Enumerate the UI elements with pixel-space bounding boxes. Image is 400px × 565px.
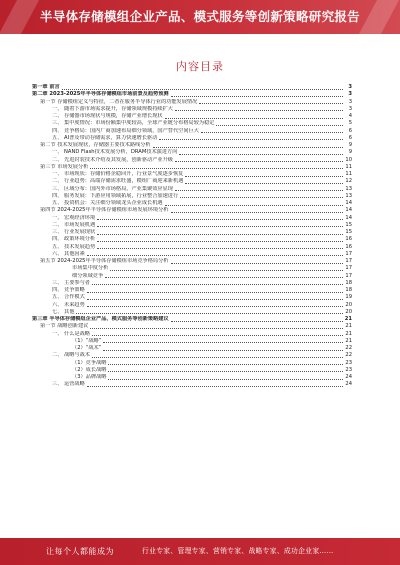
footer-tagline: 行业专家、管理专家、营销专家、战略专家、成功企业家……	[142, 547, 334, 555]
toc-entry-page: 3	[348, 91, 352, 98]
toc-heading: 内容目录	[176, 60, 224, 73]
toc-entry-label: 第二节 技术发展现状，存储器主要技术路线分析	[40, 142, 151, 148]
toc-entry[interactable]	[32, 157, 352, 164]
toc-entry[interactable]	[32, 323, 352, 330]
toc-entry[interactable]	[32, 207, 352, 214]
toc-leader-dots	[165, 118, 343, 119]
toc-entry-page: 21	[345, 337, 352, 344]
toc-entry-label: 二、 先进封装技术介绍及其发展，创新驱动产业升级	[52, 156, 173, 163]
toc-entry-page: 3	[348, 84, 352, 90]
toc-entry-page: 12	[345, 178, 352, 185]
toc-entry-label: 五、 AI普及带动存储需求，算力快速增长驱动	[52, 134, 158, 141]
toc-entry-page: 14	[345, 214, 352, 221]
toc-entry-page: 11	[345, 171, 352, 177]
toc-leader-dots	[110, 270, 343, 271]
toc-leader-dots	[97, 241, 343, 242]
toc-entry-page: 24	[345, 374, 352, 380]
toc-entry-label: 一、 什么是战略	[52, 330, 90, 337]
toc-entry-label: 市场集中度分析	[72, 265, 109, 272]
toc-entry[interactable]	[32, 345, 352, 352]
toc-entry-label: （3）品牌战略	[72, 374, 107, 380]
toc-entry-label: 五、 投资机会：关注细分领域龙头企业成长机遇	[52, 200, 163, 206]
toc-entry-label: 二、 行业趋势：高端存储需求旺盛，模组厂商迎来新机遇	[52, 178, 184, 185]
toc-entry-label: 第三节 市场发展分析	[40, 163, 89, 170]
report-title: 半导体存储模组企业产品、模式服务等创新策略研究报告	[39, 9, 360, 24]
toc-entry-label: 三、 运营战略	[52, 381, 85, 388]
toc-leader-dots	[97, 248, 343, 249]
toc-leader-dots	[76, 313, 343, 314]
toc-leader-dots	[201, 132, 343, 133]
toc-entry-label: 三、 集中度情况：市场份额集中度较高，全球产业链分布格局较为稳定	[52, 120, 215, 127]
toc-entry-label: 五、 技术发展趋势	[52, 243, 96, 250]
toc-entry[interactable]	[32, 142, 352, 149]
toc-entry-label: 六、 未来趋势	[52, 301, 85, 308]
toc-leader-dots	[87, 306, 343, 307]
toc-entry-page: 5	[348, 120, 352, 127]
toc-entry-label: 七、 其他	[52, 308, 75, 315]
toc-entry-page: 16	[345, 236, 352, 243]
toc-leader-dots	[87, 255, 343, 256]
toc-entry[interactable]	[32, 106, 352, 113]
toc-leader-dots	[171, 263, 344, 264]
toc-entry-page: 14	[345, 207, 352, 214]
toc-entry-label: 第五节 2024-2025年半导体存储模组市场竞争格局分析	[40, 258, 169, 264]
toc-entry-page: 6	[348, 127, 352, 134]
toc-entry-label: 二、 存储器市场现状与规模，存储产业增长现状	[52, 113, 163, 119]
toc-entry-page: 3	[348, 98, 352, 105]
toc-entry-label: 二、 战略与战术	[52, 352, 90, 359]
toc-entry-page: 24	[345, 381, 352, 388]
toc-entry-page: 14	[345, 200, 352, 206]
toc-entry-label: 三、 区域分布：国内外市场格局，产业集聚效应显现	[52, 185, 173, 192]
toc-entry[interactable]	[32, 164, 352, 171]
toc-leader-dots	[153, 147, 343, 148]
toc-entry[interactable]	[32, 280, 352, 287]
toc-entry[interactable]	[32, 113, 352, 120]
toc-leader-dots	[87, 299, 343, 300]
toc-leader-dots	[92, 335, 343, 336]
toc-entry-label: 一、 市场现状：存储价格企稳回升，行业景气度逐步恢复	[52, 171, 184, 177]
toc-entry[interactable]	[32, 171, 352, 178]
toc-entry-label: 四、 竞争策略	[52, 287, 85, 293]
toc-entry[interactable]	[32, 360, 352, 367]
toc-entry-label: 三、 行业发展现状	[52, 229, 96, 235]
toc-entry-page: 17	[345, 265, 352, 272]
toc-entry-label: 四、 竞争格局：国内厂商加速布局细分领域，国产替代空间巨大	[52, 127, 199, 134]
toc-leader-dots	[103, 342, 343, 343]
toc-entry-page: 11	[345, 163, 352, 170]
toc-leader-dots	[185, 183, 343, 184]
toc-entry-page: 17	[345, 258, 352, 264]
toc-entry[interactable]	[32, 215, 352, 222]
toc-leader-dots	[165, 205, 343, 206]
toc-entry[interactable]	[32, 352, 352, 359]
toc-entry-label: （1）“战略”	[72, 337, 102, 344]
toc-entry[interactable]	[32, 135, 352, 142]
toc-leader-dots	[92, 357, 343, 358]
toc-entry-label: （1）竞争战略	[72, 359, 107, 366]
toc-entry[interactable]	[32, 374, 352, 381]
toc-entry[interactable]	[32, 287, 352, 294]
toc-entry-page: 16	[345, 243, 352, 250]
toc-entry-page: 23	[345, 359, 352, 366]
toc-entry-page: 10	[345, 156, 352, 163]
page-footer	[0, 538, 400, 565]
toc-leader-dots	[108, 371, 343, 372]
toc-entry-label: 一、 随着下游市场需求提升，存储领域规模持续扩大	[52, 105, 173, 112]
toc-entry-page: 19	[345, 294, 352, 301]
toc-entry[interactable]	[32, 316, 352, 323]
toc-entry-page: 21	[344, 316, 352, 322]
toc-leader-dots	[87, 386, 343, 387]
toc-entry[interactable]	[32, 381, 352, 388]
toc-entry-label: 第二章 2023-2025年半导体存储模组市场前景及趋势预测	[32, 91, 169, 98]
toc-entry-page: 22	[345, 345, 352, 351]
toc-entry-page: 13	[345, 185, 352, 192]
toc-leader-dots	[216, 125, 343, 126]
toc-entry[interactable]	[32, 265, 352, 272]
toc-entry-page: 20	[345, 308, 352, 315]
toc-entry-label: 第一节 存储模组定义与特征，二者在服务半导体行业的功能发展情况	[40, 98, 198, 105]
toc-entry[interactable]	[32, 273, 352, 280]
toc-entry[interactable]	[32, 302, 352, 309]
toc-entry-page: 21	[345, 330, 352, 337]
toc-entry-label: 五、 合作模式	[52, 294, 85, 301]
toc-entry[interactable]	[32, 331, 352, 338]
toc-entry[interactable]	[32, 120, 352, 127]
toc-entry-label: 六、 其他因素	[52, 250, 85, 257]
toc-entry[interactable]	[32, 229, 352, 236]
toc-entry[interactable]	[32, 186, 352, 193]
toc-entry-label: 第一节 战略创新建议	[40, 323, 89, 330]
toc-entry-page: 3	[348, 105, 352, 112]
toc-entry[interactable]	[32, 251, 352, 258]
toc-entry[interactable]	[32, 236, 352, 243]
toc-entry-page: 9	[348, 142, 352, 148]
toc-leader-dots	[171, 212, 344, 213]
toc-entry-label: 三、 主要参与者	[52, 279, 90, 286]
toc-leader-dots	[92, 284, 343, 285]
toc-entry-page: 15	[345, 229, 352, 235]
page-header	[0, 0, 400, 34]
toc-entry-label: 四、 服务发展：下游应用领域拓展，行业整合加速进行	[52, 192, 179, 199]
toc-entry[interactable]	[32, 178, 352, 185]
toc-leader-dots	[175, 190, 343, 191]
toc-leader-dots	[108, 379, 343, 380]
toc-entry-page: 15	[345, 221, 352, 228]
toc-entry-page: 13	[345, 192, 352, 199]
toc-entry-page: 18	[345, 287, 352, 293]
toc-leader-dots	[175, 110, 343, 111]
toc-leader-dots	[108, 364, 343, 365]
toc-entry-page: 23	[345, 366, 352, 373]
toc-entry-label: 细分领域竞争	[72, 272, 104, 279]
toc-entry[interactable]	[32, 258, 352, 265]
toc-leader-dots	[180, 197, 343, 198]
toc-entry-page: 9	[348, 149, 352, 156]
toc-entry-label: 四、 政策环境分析	[52, 236, 96, 243]
toc-entry[interactable]	[32, 338, 352, 345]
toc-entry-page: 17	[345, 250, 352, 257]
toc-entry[interactable]	[32, 193, 352, 200]
toc-entry-page: 22	[345, 352, 352, 359]
toc-entry-label: 第四节 2024-2025年半导体存储模组市场发展环境分析	[40, 207, 169, 214]
toc-leader-dots	[175, 161, 343, 162]
toc-leader-dots	[97, 234, 343, 235]
toc-leader-dots	[199, 103, 343, 104]
toc-entry[interactable]	[32, 294, 352, 301]
toc-leader-dots	[90, 328, 343, 329]
toc-entry[interactable]	[32, 99, 352, 106]
toc-entry[interactable]	[32, 91, 352, 98]
toc-entry[interactable]	[32, 309, 352, 316]
toc-entry-label: 第三章 半导体存储模组企业产品、模式服务等创新策略建议	[32, 316, 169, 322]
toc-leader-dots	[159, 139, 343, 140]
toc-entry-label: 一、 NAND Flash技术发展分析，DRAM技术演进方向	[52, 149, 178, 156]
toc-entry[interactable]	[32, 149, 352, 156]
toc-entry-page: 17	[345, 272, 352, 279]
toc-entry-label: 第一章 前言	[32, 84, 60, 90]
toc-entry-label: 二、 市场发展机遇	[52, 221, 96, 228]
toc-entry[interactable]	[32, 222, 352, 229]
toc-leader-dots	[103, 350, 343, 351]
toc-leader-dots	[185, 176, 343, 177]
toc-leader-dots	[62, 89, 343, 90]
toc-entry[interactable]	[32, 200, 352, 207]
toc-entry-label: （2）成长战略	[72, 366, 107, 373]
toc-entry[interactable]	[32, 244, 352, 251]
toc-entry[interactable]	[32, 84, 352, 91]
toc-leader-dots	[105, 277, 343, 278]
toc-entry[interactable]	[32, 128, 352, 135]
toc-entry-page: 6	[348, 134, 352, 141]
toc-leader-dots	[97, 226, 343, 227]
toc-leader-dots	[97, 219, 343, 220]
toc-entry-page: 18	[345, 279, 352, 286]
toc-entry-page: 21	[345, 323, 352, 330]
toc-leader-dots	[179, 154, 343, 155]
toc-leader-dots	[171, 96, 343, 97]
toc-entry[interactable]	[32, 367, 352, 374]
toc-entry-label: 一、 宏观经济环境	[52, 214, 96, 221]
table-of-contents	[32, 84, 352, 389]
toc-entry-page: 20	[345, 301, 352, 308]
toc-entry-page: 4	[348, 113, 352, 119]
toc-leader-dots	[87, 292, 343, 293]
footer-slogan: 让每个人都能成为	[46, 547, 114, 556]
toc-entry-label: （2）“战术”	[72, 345, 102, 351]
toc-leader-dots	[90, 168, 343, 169]
toc-leader-dots	[171, 321, 343, 322]
